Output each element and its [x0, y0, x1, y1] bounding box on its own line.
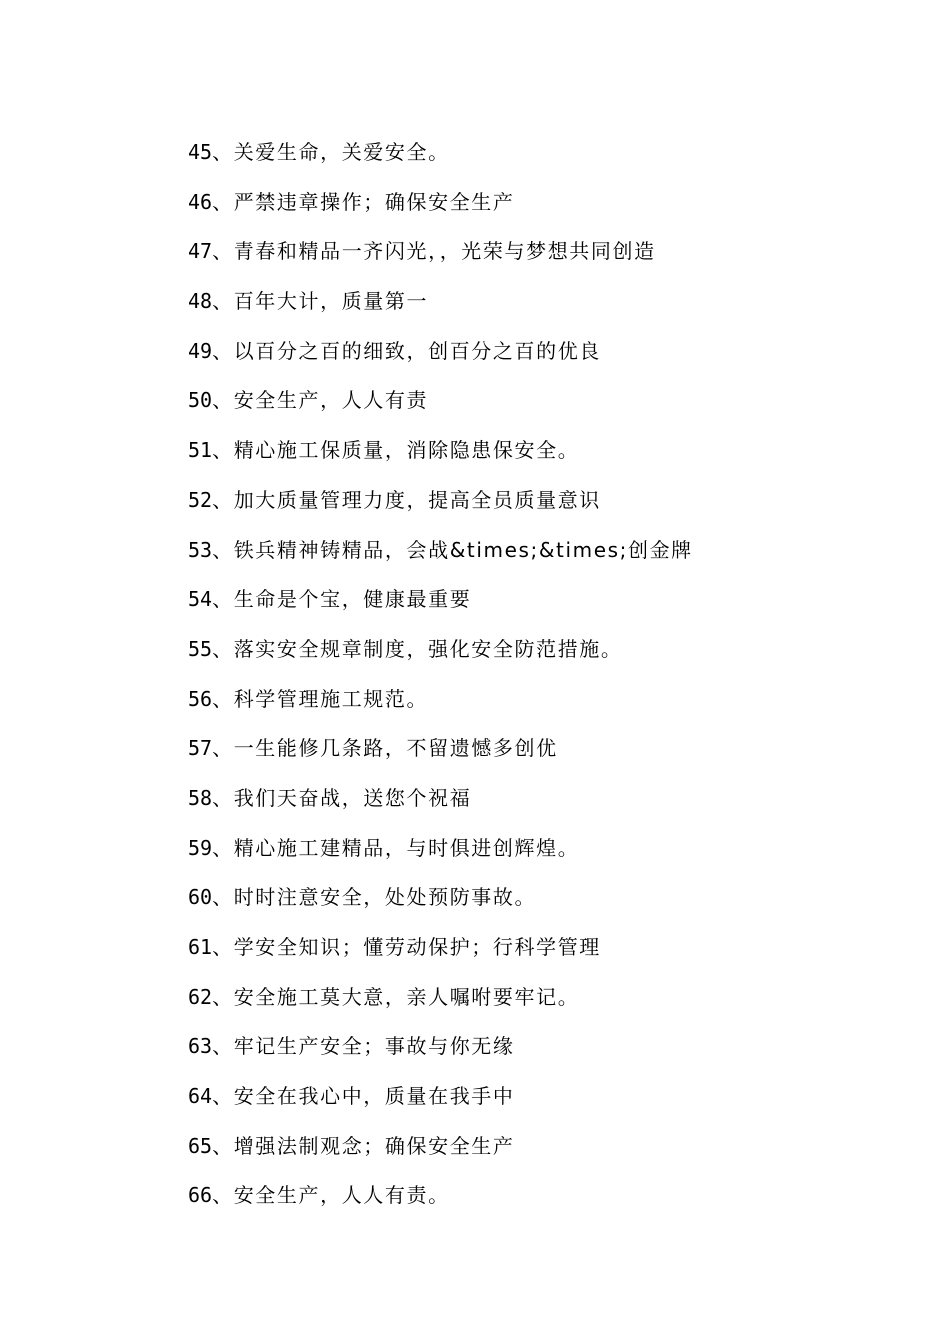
item-text: 青春和精品一齐闪光，，光荣与梦想共同创造	[233, 239, 656, 264]
list-item	[188, 1076, 888, 1126]
item-separator: 、	[212, 140, 234, 164]
item-number: 53	[188, 537, 213, 562]
item-text: 精心施工保质量，消除隐患保安全。	[233, 438, 580, 463]
list-item	[188, 182, 888, 232]
item-text: 生命是个宝，健康最重要	[233, 587, 472, 612]
list-item	[188, 380, 888, 430]
item-text: 科学管理施工规范。	[233, 686, 429, 711]
item-separator: 、	[212, 487, 234, 512]
item-number: 58	[188, 785, 213, 810]
item-text: 学安全知识；懂劳动保护；行科学管理	[233, 935, 601, 959]
item-separator: 、	[212, 736, 234, 761]
item-number: 65	[188, 1133, 213, 1158]
item-text: 关爱生命，关爱安全。	[233, 140, 450, 164]
list-item	[188, 231, 888, 281]
list-item	[188, 877, 888, 927]
item-number: 60	[188, 885, 213, 910]
item-number: 62	[188, 984, 213, 1009]
item-number: 55	[188, 636, 213, 661]
list-item	[188, 1026, 888, 1076]
item-number: 61	[188, 935, 213, 959]
list-item	[188, 480, 888, 530]
list-item	[188, 1175, 888, 1225]
item-separator: 、	[212, 686, 234, 711]
item-text: 以百分之百的细致，创百分之百的优良	[233, 338, 601, 363]
item-separator: 、	[212, 835, 234, 860]
item-text: 落实安全规章制度，强化安全防范措施。	[233, 636, 623, 661]
item-separator: 、	[212, 189, 234, 214]
item-separator: 、	[212, 1183, 234, 1208]
item-separator: 、	[212, 537, 234, 562]
item-number: 45	[188, 140, 213, 164]
list-item	[188, 927, 888, 977]
item-text: 增强法制观念；确保安全生产	[233, 1133, 515, 1158]
item-text: 百年大计，质量第一	[233, 289, 429, 314]
item-number: 47	[188, 239, 213, 264]
item-text: 牢记生产安全；事故与你无缘	[233, 1034, 515, 1059]
item-text: 我们天奋战，送您个祝福	[233, 785, 472, 810]
item-text: 一生能修几条路，不留遗憾多创优	[233, 736, 558, 761]
item-separator: 、	[212, 935, 234, 959]
item-number: 50	[188, 388, 213, 413]
item-separator: 、	[212, 1133, 234, 1158]
list-item	[188, 728, 888, 778]
item-separator: 、	[212, 338, 234, 363]
list-item	[188, 281, 888, 331]
item-number: 46	[188, 189, 213, 214]
item-text: 时时注意安全，处处预防事故。	[233, 885, 537, 910]
item-text: 铁兵精神铸精品，会战&times;&times;创金牌	[233, 537, 693, 562]
item-text: 严禁违章操作；确保安全生产	[233, 189, 515, 214]
list-item	[188, 430, 888, 480]
item-separator: 、	[212, 785, 234, 810]
list-item	[188, 530, 888, 580]
item-text: 安全生产，人人有责。	[233, 1183, 450, 1208]
item-separator: 、	[212, 438, 234, 463]
item-number: 56	[188, 686, 213, 711]
slogan-list	[188, 132, 888, 1225]
item-separator: 、	[212, 984, 234, 1009]
item-number: 66	[188, 1183, 213, 1208]
item-separator: 、	[212, 239, 234, 264]
list-item	[188, 828, 888, 878]
item-text: 加大质量管理力度，提高全员质量意识	[233, 487, 601, 512]
item-number: 57	[188, 736, 213, 761]
item-separator: 、	[212, 388, 234, 413]
list-item	[188, 778, 888, 828]
item-number: 59	[188, 835, 213, 860]
item-number: 63	[188, 1034, 213, 1059]
list-item	[188, 1126, 888, 1176]
item-number: 48	[188, 289, 213, 314]
item-text: 安全在我心中，质量在我手中	[233, 1084, 515, 1109]
item-separator: 、	[212, 636, 234, 661]
item-number: 49	[188, 338, 213, 363]
list-item	[188, 977, 888, 1027]
item-number: 52	[188, 487, 213, 512]
item-separator: 、	[212, 885, 234, 910]
list-item	[188, 132, 888, 182]
item-text: 精心施工建精品，与时俱进创辉煌。	[233, 835, 580, 860]
item-separator: 、	[212, 1034, 234, 1059]
list-item	[188, 629, 888, 679]
item-separator: 、	[212, 587, 234, 612]
list-item	[188, 579, 888, 629]
item-number: 51	[188, 438, 213, 463]
item-number: 54	[188, 587, 213, 612]
item-separator: 、	[212, 1084, 234, 1109]
item-number: 64	[188, 1084, 213, 1109]
item-text: 安全生产，人人有责	[233, 388, 429, 413]
list-item	[188, 331, 888, 381]
item-text: 安全施工莫大意，亲人嘱咐要牢记。	[233, 984, 580, 1009]
item-separator: 、	[212, 289, 234, 314]
list-item	[188, 679, 888, 729]
